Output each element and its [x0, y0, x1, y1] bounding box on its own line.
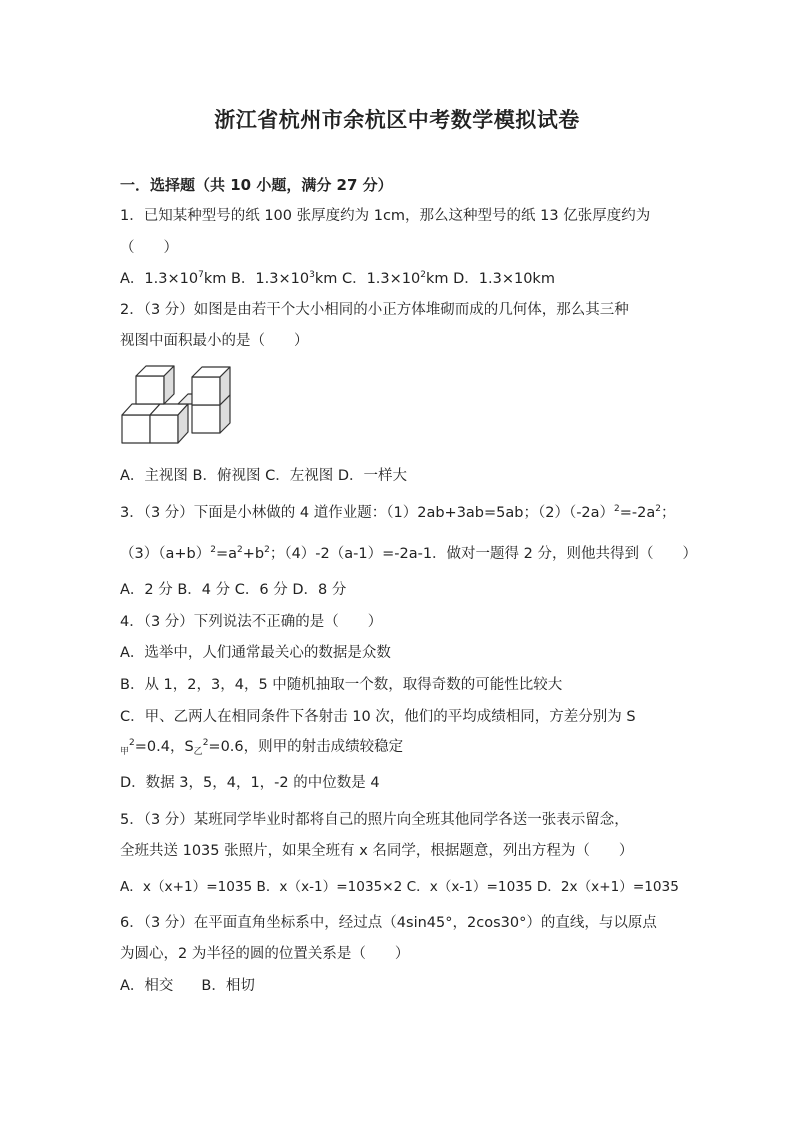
- q5-stem-line1: 5．（3 分）某班同学毕业时都将自己的照片向全班其他同学各送一张表示留念，: [120, 812, 629, 828]
- q3-stem-line2: $(3)(a+b)^2=a^2+b^2$；（4）-2（a-1）=-2a-1．做对一题得 2 分，则他共得到（ ）: [120, 545, 697, 562]
- q2-options: A．主视图 B．俯视图 C．左视图 D．一样大: [120, 468, 407, 484]
- section-heading: 一．选择题（共 10 小题，满分 27 分）: [120, 176, 393, 194]
- q2-stem-line1: 2．（3 分）如图是由若干个大小相同的小正方体堆砌而成的几何体，那么其三种: [120, 302, 629, 318]
- q1-stem-line1: 1．已知某种型号的纸 100 张厚度约为 1cm，那么这种型号的纸 13 亿张厚度约为: [120, 208, 651, 224]
- exam-title: 浙江省杭州市余杭区中考数学模拟试卷: [214, 107, 580, 132]
- q4-option-a: A．选举中，人们通常最关心的数据是众数: [120, 645, 391, 661]
- q4-stem: 4．（3 分）下列说法不正确的是（ ）: [120, 614, 383, 630]
- q4-option-b: B．从 1，2，3，4，5 中随机抽取一个数，取得奇数的可能性比较大: [120, 677, 563, 693]
- q4-option-c-line2: $_甲^2$=0.4，$S_乙^2=0.6$，则甲的射击成绩较稳定: [120, 738, 404, 757]
- q5-options: A．x（x+1）=1035 B．x（x-1）=1035×2 C．x（x-1）=1035 D．2x（x+1）=1035: [120, 879, 679, 895]
- q6-option-a: A．相交: [120, 978, 174, 994]
- q3-options: A．2 分 B．4 分 C．6 分 D．8 分: [120, 582, 347, 598]
- q6-option-b: B．相切: [201, 978, 255, 994]
- q6-options: [120, 976, 255, 996]
- cube-stack-figure: [120, 362, 238, 452]
- q4-option-c-line1: C．甲、乙两人在相同条件下各射击 10 次，他们的平均成绩相同，方差分别为 S: [120, 709, 636, 725]
- q1-stem-line2: （ ）: [120, 240, 178, 256]
- q6-stem-line1: 6．（3 分）在平面直角坐标系中，经过点（4sin45°，2cos30°）的直线，与以原点: [120, 915, 657, 931]
- q6-stem-line2: 为圆心，2 为半径的圆的位置关系是（ ）: [120, 946, 410, 962]
- q5-stem-line2: 全班共送 1035 张照片，如果全班有 x 名同学，根据题意，列出方程为（ ）: [120, 843, 634, 859]
- q2-stem-line2: 视图中面积最小的是（ ）: [120, 333, 309, 349]
- q3-stem-line1: 3．（3 分）下面是小林做的 4 道作业题：（1）2ab+3ab=5ab；$(2)(-2a)^2=-2a^2$；: [120, 504, 676, 521]
- q1-options: A．$1.3\times 10^7km$ B．$1.3\times 10^3km$ C．$1.3\times 10^2km$ D．1.3×10km: [120, 270, 555, 287]
- q4-option-d: D．数据 3，5，4，1，-2 的中位数是 4: [120, 775, 380, 791]
